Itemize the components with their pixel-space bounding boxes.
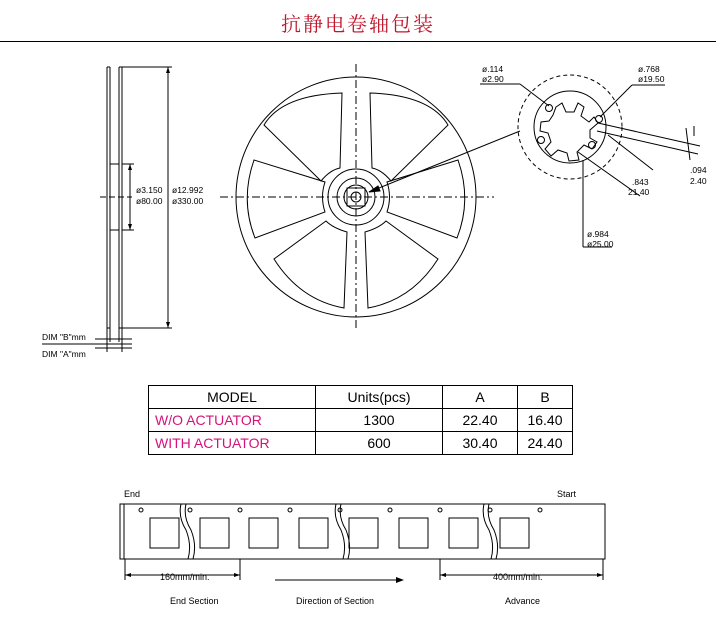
offset-in-label: .843 [632, 177, 649, 187]
reel-side-view [42, 67, 172, 352]
advance-caption: Advance [505, 596, 541, 606]
offset-mm-label: 21.40 [628, 187, 650, 197]
hole-dia-in-label: ø.114 [482, 64, 504, 74]
table-row [149, 432, 573, 455]
hub-dia-in-label: ø3.150 [136, 185, 163, 195]
row-units: 600 [316, 432, 443, 455]
tape-end-label: End [124, 489, 141, 499]
start-length-label: 400mm/min. [493, 572, 543, 582]
arbor-dia-in-label: ø.768 [638, 64, 660, 74]
flange-dia-in-label: ø12.992 [172, 185, 204, 195]
table-header-row [149, 386, 573, 409]
dim-b-label: DIM "B"mm [42, 332, 86, 342]
row-model: WITH ACTUATOR [149, 432, 316, 455]
table-row [149, 409, 573, 432]
row-b: 16.40 [518, 409, 573, 432]
page-title: 抗静电卷轴包装 [281, 12, 435, 36]
row-a: 22.40 [443, 409, 518, 432]
arbor-dia-mm-label: ø19.50 [638, 74, 665, 84]
header-units: Units(pcs) [316, 386, 443, 409]
flange-dia-mm-label: ø330.00 [172, 196, 204, 206]
end-section-caption: End Section [170, 596, 219, 606]
hole-dia-mm-label: ø2.90 [482, 74, 504, 84]
reel-front-view [220, 64, 520, 330]
row-units: 1300 [316, 409, 443, 432]
tape-start-label: Start [557, 489, 577, 499]
slot-in-label: .094 [690, 165, 707, 175]
header-a: A [443, 386, 518, 409]
hub-detail [480, 75, 700, 247]
direction-caption: Direction of Section [296, 596, 375, 606]
slot-mm-label: 2.40 [690, 176, 707, 186]
row-model: W/O ACTUATOR [149, 409, 316, 432]
row-a: 30.40 [443, 432, 518, 455]
hub-dia-in-detail-label: ø.984 [587, 229, 609, 239]
end-length-label: 160mm/min. [160, 572, 210, 582]
hub-dia-mm-detail-label: ø25.00 [587, 239, 614, 249]
dim-a-label: DIM "A"mm [42, 349, 86, 359]
header-model: MODEL [149, 386, 316, 409]
row-b: 24.40 [518, 432, 573, 455]
carrier-tape [120, 504, 605, 580]
header-b: B [518, 386, 573, 409]
hub-dia-mm-label: ø80.00 [136, 196, 163, 206]
spec-table [148, 385, 573, 455]
